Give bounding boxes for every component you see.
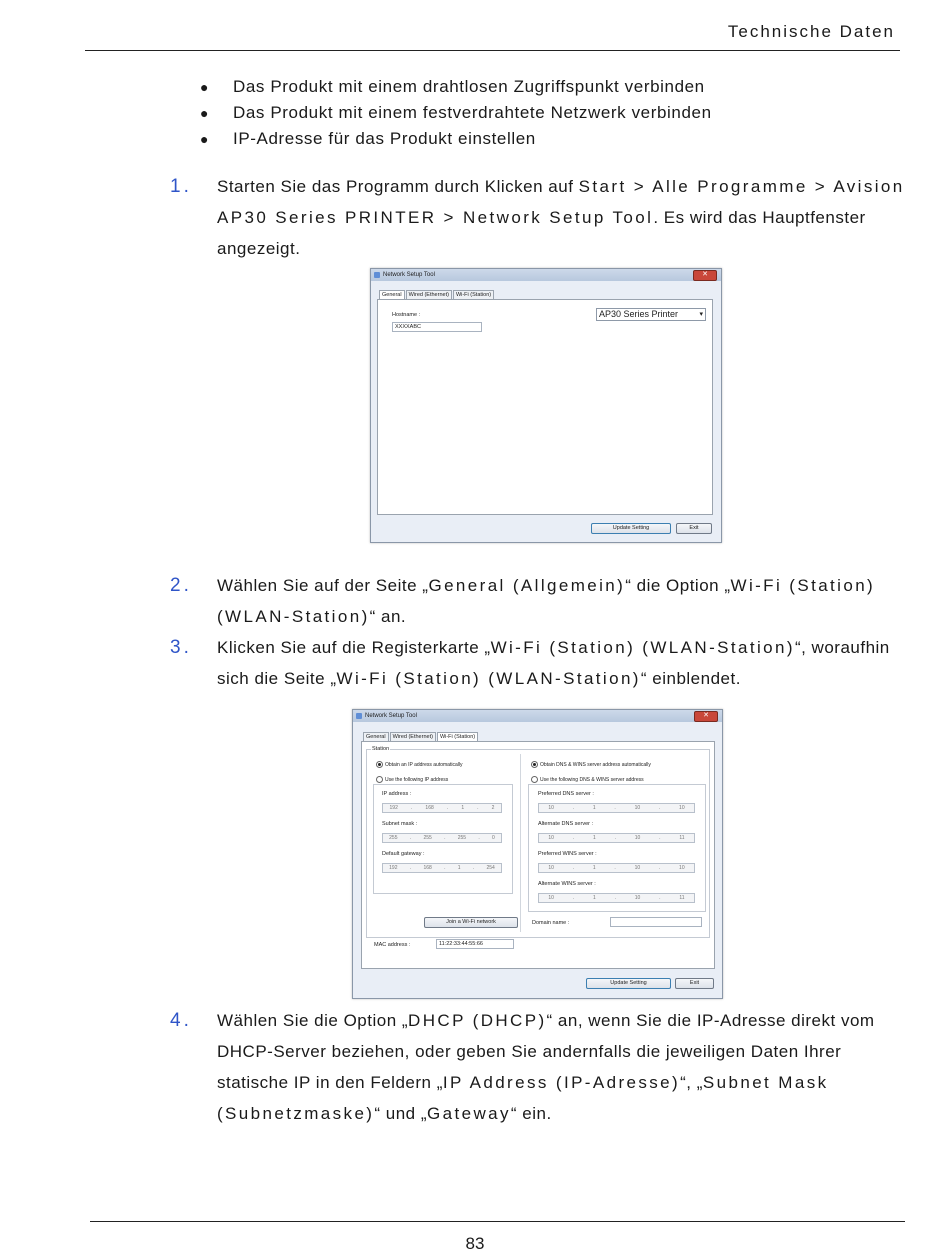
update-setting-button[interactable]: Update Setting (586, 978, 671, 989)
ip-address-field[interactable]: 192 . 168 . 1 . 2 (382, 803, 502, 813)
app-icon (356, 713, 362, 719)
screenshot-wifi-tab (352, 709, 723, 999)
printer-select[interactable]: AP30 Series Printer ▾ (596, 308, 706, 321)
list-item: ● IP-Adresse für das Produkt einstellen (200, 126, 712, 152)
obtain-dns-radio[interactable]: Obtain DNS & WINS server address automatically (531, 761, 651, 768)
step-number: 4. (170, 1010, 192, 1031)
preferred-dns-field[interactable]: 10 . 1 . 10 . 10 (538, 803, 695, 813)
tab-general[interactable]: General (379, 290, 405, 300)
tab-wired[interactable]: Wired (Ethernet) (406, 290, 452, 300)
step-2: 2. Wählen Sie auf der Seite „General (Allgemein)“ die Option „Wi-Fi (Station) (WLAN-Station)“ an. (170, 570, 907, 632)
subnet-mask-field[interactable]: 255 . 255 . 255 . 0 (382, 833, 502, 843)
domain-label: Domain name : (532, 920, 570, 926)
ip-label: IP address : (382, 791, 412, 797)
step-number: 2. (170, 575, 192, 596)
tab-wifi[interactable]: Wi-Fi (Station) (453, 290, 494, 300)
mac-label: MAC address : (374, 942, 411, 948)
step-1: 1. Starten Sie das Programm durch Klicken auf Start > Alle Programme > Avision AP30 Series PRINTER > Network Setup Tool. Es wird das Hauptfenster angezeigt. (170, 171, 907, 264)
step-3: 3. Klicken Sie auf die Registerkarte „Wi-Fi (Station) (WLAN-Station)“, woraufhin sich die Seite „Wi-Fi (Station) (WLAN-Station)“ einblendet. (170, 632, 907, 694)
wifi-panel (361, 741, 715, 969)
general-panel (377, 299, 713, 515)
tab-wifi[interactable]: Wi-Fi (Station) (437, 732, 478, 742)
alternate-dns-field[interactable]: 10 . 1 . 10 . 11 (538, 833, 695, 843)
alternate-dns-label: Alternate DNS server : (538, 821, 594, 827)
domain-input[interactable] (610, 917, 702, 927)
use-ip-radio[interactable]: Use the following IP address (376, 776, 448, 783)
window-title: Network Setup Tool (365, 713, 417, 719)
alternate-wins-label: Alternate WINS server : (538, 881, 596, 887)
step-4: 4. Wählen Sie die Option „DHCP (DHCP)“ an, wenn Sie die IP-Adresse direkt vom DHCP-Server beziehen, oder geben Sie andernfalls die jeweiligen Daten Ihrer statische IP in den Feldern „IP Address (IP-Adresse)“, „Subnet Mask (Subnetzmaske)“ und „Gateway“ ein. (170, 1005, 907, 1129)
close-icon[interactable]: ✕ (693, 270, 717, 281)
join-wifi-button[interactable]: Join a Wi-Fi network (424, 917, 518, 928)
menu-path: Start > Alle Programme > Avision AP30 Series PRINTER > Network Setup Tool (217, 177, 905, 227)
mac-address-field[interactable]: 11:22:33:44:55:66 (436, 939, 514, 949)
step-number: 1. (170, 176, 192, 197)
step-number: 3. (170, 637, 192, 658)
update-setting-button[interactable]: Update Setting (591, 523, 671, 534)
footer-rule (90, 1221, 905, 1222)
list-item: ● Das Produkt mit einem drahtlosen Zugriffspunkt verbinden (200, 74, 712, 100)
column-divider (520, 754, 521, 932)
mask-label: Subnet mask : (382, 821, 418, 827)
tab-wired[interactable]: Wired (Ethernet) (390, 732, 436, 742)
hostname-label: Hostname : (392, 312, 421, 318)
screenshot-general-tab (370, 268, 722, 543)
chevron-down-icon: ▾ (699, 311, 703, 318)
close-icon[interactable]: ✕ (694, 711, 718, 722)
obtain-ip-radio[interactable]: Obtain an IP address automatically (376, 761, 462, 768)
use-dns-radio[interactable]: Use the following DNS & WINS server address (531, 776, 644, 783)
preferred-wins-label: Preferred WINS server : (538, 851, 597, 857)
bullet-list (200, 74, 712, 152)
app-icon (374, 272, 380, 278)
running-header: Technische Daten (727, 22, 895, 41)
gateway-field[interactable]: 192 . 168 . 1 . 254 (382, 863, 502, 873)
preferred-dns-label: Preferred DNS server : (538, 791, 594, 797)
window-title: Network Setup Tool (383, 272, 435, 278)
header-rule (85, 50, 900, 51)
alternate-wins-field[interactable]: 10 . 1 . 10 . 11 (538, 893, 695, 903)
preferred-wins-field[interactable]: 10 . 1 . 10 . 10 (538, 863, 695, 873)
exit-button[interactable]: Exit (675, 978, 714, 989)
tab-general[interactable]: General (363, 732, 389, 742)
page-number: 83 (465, 1234, 485, 1253)
gateway-label: Default gateway : (382, 851, 425, 857)
list-item: ● Das Produkt mit einem festverdrahtete Netzwerk verbinden (200, 100, 712, 126)
exit-button[interactable]: Exit (676, 523, 712, 534)
group-label: Station (372, 746, 390, 752)
hostname-input[interactable]: XXXXABC (392, 322, 482, 332)
